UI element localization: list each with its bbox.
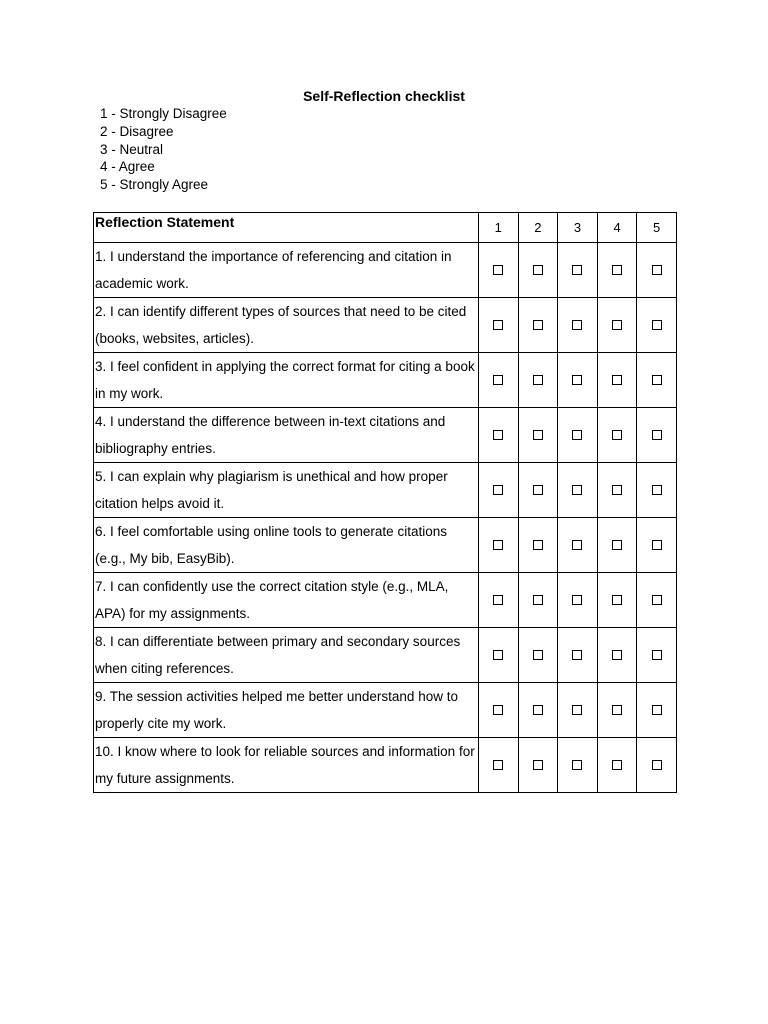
rating-cell <box>479 408 519 463</box>
checkbox[interactable] <box>652 650 662 660</box>
reflection-table <box>93 212 677 793</box>
statement-text: 8. I can differentiate between primary and secondary sources when citing references. <box>94 628 479 683</box>
checkbox[interactable] <box>572 760 582 770</box>
rating-cell <box>558 738 598 793</box>
rating-cell <box>637 518 677 573</box>
checkbox[interactable] <box>493 760 503 770</box>
checkbox[interactable] <box>652 595 662 605</box>
checkbox[interactable] <box>533 650 543 660</box>
checkbox[interactable] <box>652 430 662 440</box>
checkbox[interactable] <box>572 705 582 715</box>
statement-text: 5. I can explain why plagiarism is unethical and how proper citation helps avoid it. <box>94 463 479 518</box>
rating-column-header: 2 <box>518 213 558 243</box>
rating-cell <box>479 518 519 573</box>
table-row <box>94 518 677 573</box>
rating-cell <box>479 683 519 738</box>
statement-text: 6. I feel comfortable using online tools to generate citations (e.g., My bib, EasyBib). <box>94 518 479 573</box>
checkbox[interactable] <box>572 375 582 385</box>
rating-cell <box>518 573 558 628</box>
table-row <box>94 408 677 463</box>
checkbox[interactable] <box>493 485 503 495</box>
page-title: Self-Reflection checklist <box>303 88 465 104</box>
rating-cell <box>597 243 637 298</box>
table-row <box>94 683 677 738</box>
rating-cell <box>558 463 598 518</box>
checkbox[interactable] <box>612 265 622 275</box>
rating-cell <box>637 353 677 408</box>
table-row <box>94 628 677 683</box>
rating-cell <box>637 463 677 518</box>
checkbox[interactable] <box>572 320 582 330</box>
rating-column-header: 3 <box>558 213 598 243</box>
checkbox[interactable] <box>612 540 622 550</box>
scale-item: 5 - Strongly Agree <box>100 177 209 193</box>
statement-text: 4. I understand the difference between in-text citations and bibliography entries. <box>94 408 479 463</box>
rating-cell <box>479 243 519 298</box>
table-header <box>94 213 677 243</box>
checkbox[interactable] <box>652 540 662 550</box>
checkbox[interactable] <box>533 320 543 330</box>
rating-cell <box>637 573 677 628</box>
checkbox[interactable] <box>493 320 503 330</box>
checkbox[interactable] <box>533 430 543 440</box>
statement-text: 2. I can identify different types of sources that need to be cited (books, websites, articles). <box>94 298 479 353</box>
rating-cell <box>637 243 677 298</box>
rating-cell <box>597 518 637 573</box>
table-row <box>94 353 677 408</box>
rating-cell <box>637 408 677 463</box>
checkbox[interactable] <box>612 375 622 385</box>
checkbox[interactable] <box>493 595 503 605</box>
checkbox[interactable] <box>493 375 503 385</box>
checkbox[interactable] <box>612 430 622 440</box>
statement-text: 1. I understand the importance of referencing and citation in academic work. <box>94 243 479 298</box>
rating-scale-legend <box>100 105 227 194</box>
rating-cell <box>597 298 637 353</box>
checkbox[interactable] <box>572 540 582 550</box>
rating-cell <box>597 738 637 793</box>
checkbox[interactable] <box>612 320 622 330</box>
checkbox[interactable] <box>652 320 662 330</box>
rating-cell <box>518 243 558 298</box>
rating-column-header: 4 <box>597 213 637 243</box>
checkbox[interactable] <box>493 540 503 550</box>
table-row <box>94 738 677 793</box>
checkbox[interactable] <box>652 705 662 715</box>
checkbox[interactable] <box>493 265 503 275</box>
rating-cell <box>479 738 519 793</box>
scale-item: 2 - Disagree <box>100 123 174 139</box>
rating-cell <box>518 298 558 353</box>
rating-cell <box>637 738 677 793</box>
rating-cell <box>637 628 677 683</box>
checkbox[interactable] <box>533 760 543 770</box>
checkbox[interactable] <box>612 705 622 715</box>
rating-cell <box>558 353 598 408</box>
checkbox[interactable] <box>572 595 582 605</box>
checkbox[interactable] <box>493 430 503 440</box>
rating-cell <box>479 298 519 353</box>
checkbox[interactable] <box>533 595 543 605</box>
checkbox[interactable] <box>572 265 582 275</box>
table-row <box>94 298 677 353</box>
checkbox[interactable] <box>533 375 543 385</box>
rating-column-header: 5 <box>637 213 677 243</box>
rating-cell <box>637 298 677 353</box>
statement-text: 10. I know where to look for reliable sources and information for my future assignments. <box>94 738 479 793</box>
checkbox[interactable] <box>572 650 582 660</box>
checkbox[interactable] <box>493 650 503 660</box>
rating-cell <box>558 243 598 298</box>
checkbox[interactable] <box>572 430 582 440</box>
rating-cell <box>518 353 558 408</box>
rating-cell <box>518 463 558 518</box>
rating-cell <box>518 518 558 573</box>
rating-cell <box>597 408 637 463</box>
checkbox[interactable] <box>533 265 543 275</box>
checkbox[interactable] <box>612 650 622 660</box>
rating-cell <box>597 683 637 738</box>
checkbox[interactable] <box>493 705 503 715</box>
rating-cell <box>479 573 519 628</box>
rating-cell <box>558 298 598 353</box>
checkbox[interactable] <box>652 375 662 385</box>
checkbox[interactable] <box>533 485 543 495</box>
rating-cell <box>479 628 519 683</box>
rating-cell <box>518 628 558 683</box>
statement-column-header: Reflection Statement <box>94 213 479 243</box>
rating-cell <box>558 628 598 683</box>
rating-column-header: 1 <box>479 213 519 243</box>
rating-cell <box>597 573 637 628</box>
header-row <box>94 213 677 243</box>
rating-cell <box>479 463 519 518</box>
rating-cell <box>558 408 598 463</box>
table-row <box>94 243 677 298</box>
rating-cell <box>558 518 598 573</box>
checkbox[interactable] <box>572 485 582 495</box>
rating-cell <box>479 353 519 408</box>
checkbox[interactable] <box>652 485 662 495</box>
rating-cell <box>518 738 558 793</box>
scale-item: 3 - Neutral <box>100 141 164 157</box>
rating-cell <box>558 573 598 628</box>
rating-cell <box>518 408 558 463</box>
table-row <box>94 463 677 518</box>
checkbox[interactable] <box>612 485 622 495</box>
table-row <box>94 573 677 628</box>
statement-text: 7. I can confidently use the correct citation style (e.g., MLA, APA) for my assignments. <box>94 573 479 628</box>
statement-text: 9. The session activities helped me better understand how to properly cite my work. <box>94 683 479 738</box>
checkbox[interactable] <box>612 760 622 770</box>
rating-cell <box>597 463 637 518</box>
rating-cell <box>518 683 558 738</box>
rating-cell <box>558 683 598 738</box>
rating-cell <box>597 353 637 408</box>
statement-text: 3. I feel confident in applying the correct format for citing a book in my work. <box>94 353 479 408</box>
table-body <box>94 243 677 793</box>
checkbox[interactable] <box>652 760 662 770</box>
scale-item: 4 - Agree <box>100 159 155 175</box>
checkbox[interactable] <box>533 705 543 715</box>
scale-item: 1 - Strongly Disagree <box>100 106 227 121</box>
checkbox[interactable] <box>533 540 543 550</box>
checkbox[interactable] <box>612 595 622 605</box>
rating-cell <box>597 628 637 683</box>
rating-cell <box>637 683 677 738</box>
checkbox[interactable] <box>652 265 662 275</box>
